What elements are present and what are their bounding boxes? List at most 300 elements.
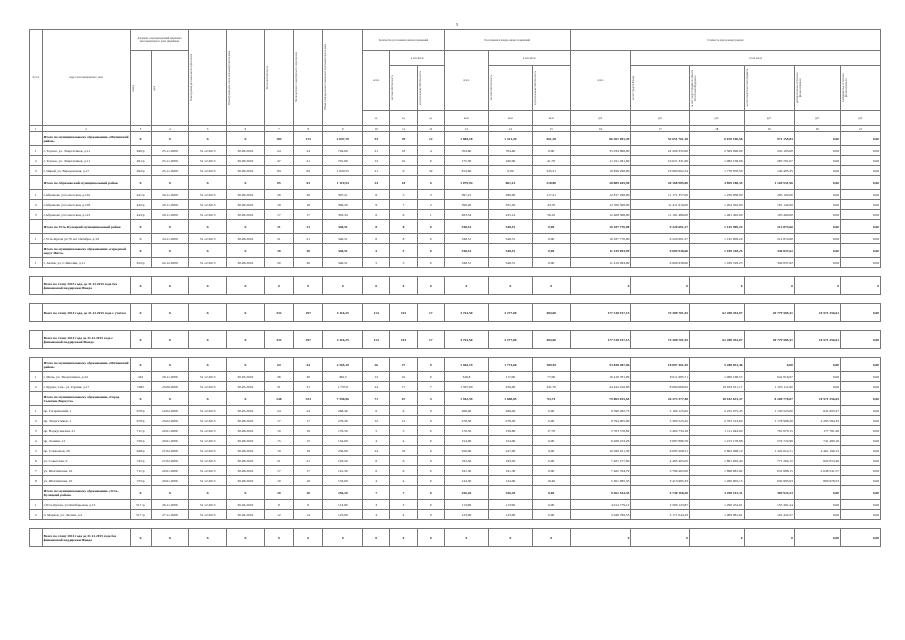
header-cost-extra-text: дополнительные источники финансирования — [795, 72, 802, 104]
value-cell: 247,00 — [488, 446, 532, 456]
value-cell: 41,70 — [532, 156, 570, 166]
value-cell: 0,00 — [840, 510, 880, 520]
value-cell: 4 014 779,12 — [570, 500, 631, 510]
value-cell: Х — [226, 529, 264, 547]
value-cell: 0,00 — [794, 176, 840, 190]
value-cell: 26 — [294, 190, 323, 200]
header-area-private-text: частная собственность — [489, 75, 493, 101]
column-number: 10 — [363, 126, 390, 132]
total-row — [30, 529, 881, 547]
header-area-total: всего — [444, 51, 488, 111]
value-cell: 2 697,70 — [323, 132, 363, 146]
value-cell: 348,51 — [323, 258, 363, 268]
value-cell: 36 — [294, 372, 323, 382]
value-cell: 9 609 938,60 — [631, 244, 690, 258]
header-cost-fund — [631, 66, 690, 111]
value-cell: 1 178 998,20 — [744, 416, 794, 426]
value-cell: Х — [130, 331, 151, 349]
value-cell: 1 942,59 — [444, 392, 488, 406]
value-cell: 332 — [264, 304, 293, 322]
value-cell: 62 208 453,07 — [690, 331, 744, 349]
value-cell: 31.12.2015 — [189, 466, 227, 476]
value-cell: 0 — [417, 466, 444, 476]
value-cell: 191 422,57 — [744, 510, 794, 520]
value-cell: 1 079,94 — [444, 176, 488, 190]
table-row — [30, 426, 881, 436]
table-row — [30, 210, 881, 220]
value-cell: 2 602 098,10 — [690, 446, 744, 456]
value-cell: 0,00 — [840, 176, 880, 190]
value-cell: 341,70 — [532, 382, 570, 392]
row-number: 8 — [30, 476, 43, 486]
header-col-area-total — [323, 30, 363, 126]
value-cell: Х — [130, 132, 151, 146]
value-cell: 1 119,94 — [323, 176, 363, 190]
value-cell: 861,14 — [488, 176, 532, 190]
value-cell: 18 182 631,37 — [690, 392, 744, 406]
column-number: 9 — [323, 126, 363, 132]
value-cell: 268,40 — [488, 406, 532, 416]
value-cell: 4 — [390, 436, 417, 446]
value-cell: 64 — [294, 358, 323, 372]
value-cell: 10 571 256,65 — [794, 392, 840, 406]
value-cell: 268,40 — [444, 406, 488, 416]
value-cell: 26 — [264, 190, 293, 200]
value-cell: 31.12.2015 — [189, 456, 227, 466]
value-cell: 175,30 — [444, 156, 488, 166]
value-cell: 6 — [390, 466, 417, 476]
value-cell: 443/р — [130, 210, 151, 220]
value-cell: 1 189 318,25 — [690, 258, 744, 268]
value-cell: 4 — [363, 436, 390, 446]
value-cell: 0,00 — [744, 358, 794, 372]
value-cell: 4 116,25 — [323, 304, 363, 322]
value-cell: 3 — [363, 500, 390, 510]
value-cell: 297 — [294, 331, 323, 349]
value-cell: 19 990 692,54 — [631, 166, 690, 176]
value-cell: 0,00 — [840, 200, 880, 210]
value-cell: 144,30 — [444, 476, 488, 486]
value-cell: 11 411 916,00 — [631, 200, 690, 210]
row-number: 2 — [30, 382, 43, 392]
address-cell: Всего по этапу 2014 года до 31.12.2015 года без финансовой поддержки Фонда — [42, 529, 130, 547]
column-number: 15 — [532, 126, 570, 132]
address-cell: Всего по этапу 2014 года, до 31.12.2015 года с учетом — [42, 304, 130, 322]
value-cell: Х — [130, 234, 151, 244]
value-cell: Х — [151, 244, 189, 258]
value-cell: 4 — [390, 476, 417, 486]
header-count-incl: в том числе — [390, 51, 444, 66]
value-cell: 0 — [417, 258, 444, 268]
subtotal-row — [30, 244, 881, 258]
value-cell: 280,00 — [488, 190, 532, 200]
address-cell: п. Марков, ул. Лесная, д.2 — [42, 510, 130, 520]
value-cell: 348,51 — [323, 234, 363, 244]
row-number — [30, 277, 43, 295]
value-cell: 21 — [363, 146, 390, 156]
value-cell: 1 009 881,61 — [690, 510, 744, 520]
value-cell: 24 — [294, 146, 323, 156]
spacer-cell — [30, 520, 881, 529]
value-cell: 205 102,00 — [744, 190, 794, 200]
value-cell: 256,00 — [323, 446, 363, 456]
value-cell: 0 — [417, 529, 444, 547]
value-cell: 7 — [390, 200, 417, 210]
value-cell: 20 — [294, 486, 323, 500]
row-number — [30, 220, 43, 234]
value-cell: 0,00 — [794, 510, 840, 520]
value-cell: 1 773,60 — [488, 358, 532, 372]
spacer-row — [30, 520, 881, 529]
address-cell: Всего по этапу 2014 года до 31.12.2015 года с финансовой поддержкой Фонда — [42, 331, 130, 349]
value-cell: 1 963,19 — [444, 358, 488, 372]
value-cell: 0,00 — [840, 416, 880, 426]
row-number: 1 — [30, 234, 43, 244]
value-cell: 114 — [363, 331, 390, 349]
value-cell: 19 — [294, 446, 323, 456]
value-cell: 17 — [294, 416, 323, 426]
value-cell: 12 817 298,00 — [570, 190, 631, 200]
value-cell: 5 301 985,33 — [570, 476, 631, 486]
address-cell: г.Усть-Кулом, ул.Октябрьская, д.15 — [42, 500, 130, 510]
value-cell: 19 826 298,00 — [570, 166, 631, 176]
value-cell: 3 761,50 — [444, 304, 488, 322]
value-cell: 9 220 601,27 — [631, 234, 690, 244]
table-row — [30, 476, 881, 486]
value-cell: 1 900 168,57 — [690, 372, 744, 382]
value-cell: 1 982 138,06 — [690, 156, 744, 166]
value-cell: 31.12.2015 — [189, 500, 227, 510]
value-cell: 0 — [690, 529, 744, 547]
value-cell: 0,00 — [532, 406, 570, 416]
value-cell: 491/р — [130, 156, 151, 166]
value-cell: 176,50 — [444, 426, 488, 436]
value-cell: 0 — [532, 277, 570, 295]
value-cell: 0 — [631, 529, 690, 547]
header-grp-cost: Стоимость переселения граждан — [570, 30, 880, 51]
row-number — [30, 529, 43, 547]
value-cell: Х — [226, 132, 264, 146]
value-cell: Х — [151, 486, 189, 500]
value-cell: Х — [226, 277, 264, 295]
value-cell: 84 — [294, 166, 323, 176]
value-cell: 1 883,18 — [444, 132, 488, 146]
value-cell: 20.11.2009 — [151, 190, 189, 200]
value-cell: 113,90 — [444, 500, 488, 510]
value-cell: Х — [151, 132, 189, 146]
row-number — [30, 358, 43, 372]
value-cell: 24.12.2009 — [151, 258, 189, 268]
value-cell: 0 — [264, 529, 293, 547]
value-cell: 19 — [294, 476, 323, 486]
value-cell: 20 — [294, 258, 323, 268]
value-cell: 101 — [390, 304, 417, 322]
value-cell: 154,00 — [323, 436, 363, 446]
total-row — [30, 304, 881, 322]
value-cell: 0 — [417, 220, 444, 234]
value-cell: Х — [189, 304, 227, 322]
header-cost-subject — [690, 66, 744, 111]
value-cell: 369 924,23 — [744, 486, 794, 500]
value-cell: 26 — [363, 358, 390, 372]
value-cell: 7 396,96 — [323, 392, 363, 406]
value-cell: Х — [189, 486, 227, 500]
header-count-municipal-text: муниципальная собственность — [418, 71, 422, 105]
value-cell: 24 — [264, 146, 293, 156]
column-number: 20 — [794, 126, 840, 132]
row-number — [30, 392, 43, 406]
address-cell: г. Чирей, ул. Вереденская, д.17 — [42, 166, 130, 176]
value-cell: 0,00 — [532, 510, 570, 520]
value-cell: 490/р — [130, 146, 151, 156]
value-cell: Х — [226, 176, 264, 190]
value-cell: 19 — [294, 426, 323, 436]
value-cell: 30.06.2016 — [226, 258, 264, 268]
table-row — [30, 234, 881, 244]
value-cell: 160,00 — [488, 156, 532, 166]
value-cell: 0,00 — [840, 382, 880, 392]
header-col-plan-demo-text: Планируемая дата сноса многоквартирного дома — [227, 50, 231, 105]
value-cell: Х — [130, 358, 151, 372]
value-cell: 561,28 — [532, 132, 570, 146]
header-col-residents-plan-text: Число жителей, планируемых к переселению — [295, 52, 299, 103]
value-cell: 0,00 — [840, 132, 880, 146]
value-cell: 31.12.2015 — [189, 382, 227, 392]
header-grp-area: Расселяемая площадь жилых помещений — [444, 30, 570, 51]
value-cell: 265 791,67 — [744, 156, 794, 166]
value-cell: 0 — [570, 277, 631, 295]
value-cell: 0,00 — [532, 244, 570, 258]
column-number: 12 — [417, 126, 444, 132]
value-cell: 20 — [264, 244, 293, 258]
address-cell: г. Торчок, ул. Энергетиков, д.11 — [42, 146, 130, 156]
value-cell: 711/р — [130, 466, 151, 476]
header-col-address: Адрес многоквартирного дома — [42, 30, 130, 126]
value-cell: 340 837,62 — [744, 244, 794, 258]
value-cell: 0,00 — [532, 220, 570, 234]
value-cell: 346,8 — [444, 372, 488, 382]
value-cell: 84 — [264, 166, 293, 176]
value-cell: 32 — [417, 166, 444, 176]
value-cell: 30.06.2016 — [226, 426, 264, 436]
value-cell: 7 — [417, 382, 444, 392]
value-cell: 484,60 — [532, 304, 570, 322]
value-cell: 3 277,00 — [488, 331, 532, 349]
table-row — [30, 190, 881, 200]
header-area-municipal — [532, 66, 570, 111]
value-cell: 741 480,16 — [794, 436, 840, 446]
value-cell: 0,00 — [794, 220, 840, 234]
header-cost-local-text: за счет средств местного бюджета — [745, 69, 749, 107]
value-cell: 24 — [294, 406, 323, 416]
value-cell: 303,34 — [323, 210, 363, 220]
value-cell: 0,00 — [840, 258, 880, 268]
table-row — [30, 436, 881, 446]
value-cell: 0,00 — [794, 529, 840, 547]
header-col-area-total-text: Общая площадь жилых помещений многоквартирного дома — [324, 44, 328, 111]
value-cell: 0,00 — [532, 146, 570, 156]
spacer-cell — [30, 322, 881, 331]
header-cost-extra — [794, 66, 840, 111]
value-cell: 1 481 402,00 — [690, 210, 744, 220]
value-cell: 193,50 — [323, 456, 363, 466]
value-cell: 0 — [417, 500, 444, 510]
value-cell: 0 — [417, 406, 444, 416]
value-cell: 93,74 — [532, 392, 570, 406]
value-cell: 176,50 — [323, 426, 363, 436]
value-cell: 31.12.2015 — [189, 510, 227, 520]
value-cell: 140 495,35 — [744, 166, 794, 176]
value-cell: 8 — [363, 234, 390, 244]
value-cell: 3 — [417, 190, 444, 200]
row-number — [30, 132, 43, 146]
value-cell: 1 260 902,15 — [690, 476, 744, 486]
value-cell: 0 — [417, 436, 444, 446]
value-cell: 0 — [690, 277, 744, 295]
row-number: 3 — [30, 210, 43, 220]
value-cell: 0 — [570, 529, 631, 547]
value-cell: 0,00 — [840, 190, 880, 200]
header-col-no: № п/п — [30, 30, 43, 126]
value-cell: 21 — [264, 220, 293, 234]
value-cell: 27.02.2006 — [151, 446, 189, 456]
value-cell: 791,66 — [323, 156, 363, 166]
value-cell: 123,00 — [488, 510, 532, 520]
value-cell: 0 — [488, 529, 532, 547]
value-cell: Х — [189, 277, 227, 295]
value-cell: 17 — [264, 416, 293, 426]
value-cell: 191,30 — [488, 466, 532, 476]
value-cell: 63 — [294, 176, 323, 190]
value-cell: 0 — [417, 426, 444, 436]
value-cell: Х — [151, 176, 189, 190]
value-cell: 256,00 — [488, 382, 532, 392]
value-cell: 212 874,60 — [744, 234, 794, 244]
value-cell: 0,00 — [840, 446, 880, 456]
value-cell: 432 — [130, 372, 151, 382]
value-cell: 0,00 — [794, 156, 840, 166]
subtotal-row — [30, 358, 881, 372]
value-cell: 154,00 — [444, 436, 488, 446]
value-cell: 74 308 701,55 — [631, 304, 690, 322]
value-cell: 193,50 — [488, 456, 532, 466]
value-cell: 31.12.2015 — [189, 190, 227, 200]
value-cell: 30.06.2016 — [226, 456, 264, 466]
address-cell: Итого по муниципальному образованию «Мечинский район» — [42, 358, 130, 372]
value-cell: 20 188 985,00 — [631, 176, 690, 190]
value-cell: 158,80 — [488, 426, 532, 436]
value-cell: 24.11.2009 — [151, 234, 189, 244]
value-cell: 30.09.2016 — [226, 146, 264, 156]
value-cell: 20.11.2009 — [151, 210, 189, 220]
header-cost-incl: в том числе — [631, 51, 881, 66]
value-cell: 9 220 601,27 — [631, 220, 690, 234]
value-cell: 5 740 168,20 — [631, 486, 690, 500]
value-cell: 3 761,50 — [444, 331, 488, 349]
value-cell: 348,51 — [444, 220, 488, 234]
value-cell: 545,31 — [532, 166, 570, 176]
value-cell: 189,59 — [532, 358, 570, 372]
column-number: 2 — [42, 126, 130, 132]
value-cell: 1 597,00 — [444, 382, 488, 392]
value-cell: 8 — [264, 500, 293, 510]
address-cell: пр. Гагаринский, 1 — [42, 406, 130, 416]
column-number: 11 — [390, 126, 417, 132]
value-cell: 113 — [294, 132, 323, 146]
unit-ed-1: ед. — [363, 111, 390, 126]
value-cell: 10 021 331,66 — [631, 156, 690, 166]
value-cell: 745/р — [130, 456, 151, 466]
value-cell: 184 — [264, 132, 293, 146]
value-cell: 20.01.2006 — [151, 466, 189, 476]
value-cell: 24 — [363, 382, 390, 392]
subtotal-row — [30, 176, 881, 190]
value-cell: 348,51 — [323, 244, 363, 258]
value-cell: 9 — [390, 166, 417, 176]
unit-rub-6: руб. — [840, 111, 880, 126]
value-cell: 442/р — [130, 200, 151, 210]
value-cell: 31.12.2015 — [189, 258, 227, 268]
table-row — [30, 416, 881, 426]
value-cell: 18 007 461,59 — [631, 358, 690, 372]
value-cell: 10 — [390, 372, 417, 382]
value-cell: 484,60 — [532, 331, 570, 349]
value-cell: 12 408 368,00 — [570, 210, 631, 220]
header-col-plan-demo — [226, 30, 264, 126]
value-cell: 18 — [390, 146, 417, 156]
value-cell: 191,30 — [323, 466, 363, 476]
header-col-residents-plan — [294, 30, 323, 126]
value-cell: 256,00 — [444, 446, 488, 456]
header-col-residents — [264, 30, 293, 126]
value-cell: 0,00 — [794, 244, 840, 258]
address-cell: с.Усть-Кулом ул.70 лет Октября, д.34 — [42, 234, 130, 244]
value-cell: 31 — [264, 382, 293, 392]
value-cell: Х — [130, 486, 151, 500]
value-cell: 1 111 944,00 — [690, 426, 744, 436]
value-cell: 5 — [363, 244, 390, 258]
value-cell: 791 142,00 — [744, 200, 794, 210]
row-number: 6 — [30, 456, 43, 466]
value-cell: 1 321,20 — [488, 132, 532, 146]
value-cell: 29.11.2006 — [151, 372, 189, 382]
value-cell: 5 — [390, 190, 417, 200]
value-cell: 123,00 — [323, 510, 363, 520]
row-number: 1 — [30, 190, 43, 200]
value-cell: 10 187 770,00 — [570, 234, 631, 244]
value-cell: 177 318 917,15 — [570, 331, 631, 349]
value-cell: 9 — [363, 200, 390, 210]
header-col-doc: Документ, подтверждающий признание многоквартирного дома аварийным — [130, 30, 189, 51]
value-cell: 0,00 — [840, 426, 880, 436]
column-number: 3 — [130, 126, 151, 132]
spacer-cell — [30, 349, 881, 358]
header-col-plan-date-text: Планируемая дата окончания переселения — [190, 54, 194, 101]
resettlement-table — [29, 29, 881, 547]
value-cell: Х — [130, 304, 151, 322]
value-cell: Х — [130, 244, 151, 258]
value-cell: 6 — [390, 210, 417, 220]
value-cell: 30.06.2016 — [226, 476, 264, 486]
value-cell: 0,00 — [794, 200, 840, 210]
value-cell: 0,00 — [794, 190, 840, 200]
value-cell: 53 — [363, 132, 390, 146]
value-cell: Х — [151, 277, 189, 295]
value-cell: 17 — [264, 210, 293, 220]
value-cell: 9 590 282,73 — [570, 406, 631, 416]
value-cell: 340 837,62 — [744, 258, 794, 268]
value-cell: 0 — [323, 529, 363, 547]
